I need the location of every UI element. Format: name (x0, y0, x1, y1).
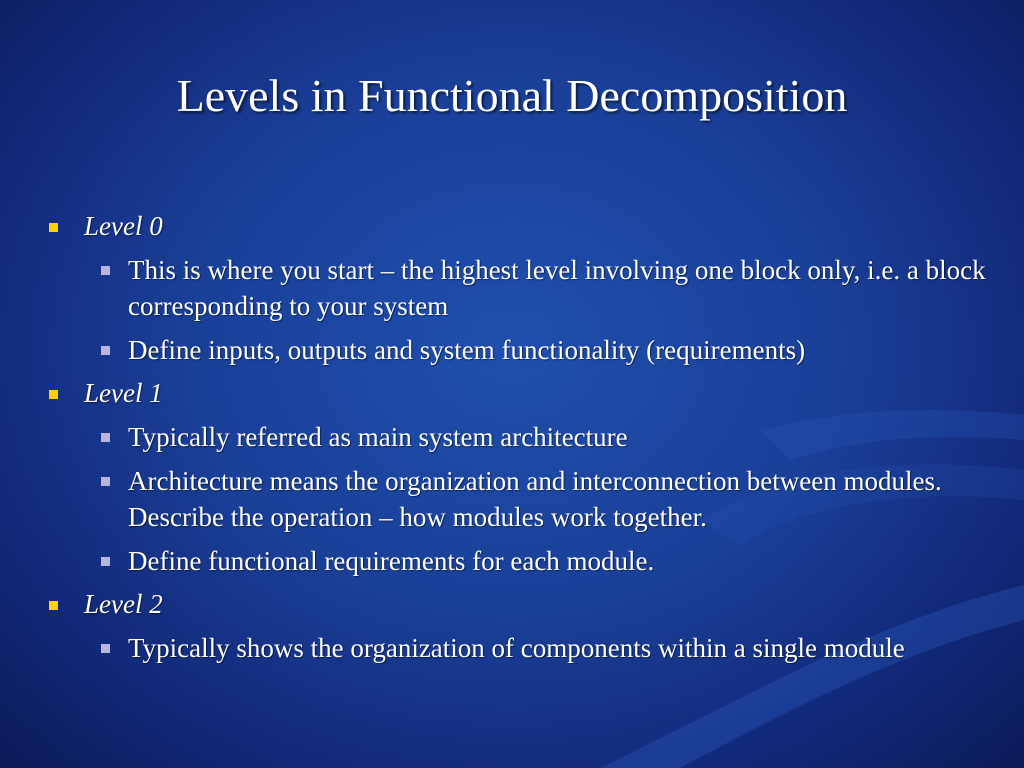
square-bullet-icon (101, 477, 110, 486)
level-0-heading (46, 208, 986, 244)
point-text: Define inputs, outputs and system functionality (requirements) (128, 335, 806, 365)
square-bullet-icon (101, 266, 110, 275)
slide-title: Levels in Functional Decomposition (176, 70, 848, 121)
square-bullet-icon (101, 346, 110, 355)
point-text: Define functional requirements for each module. (128, 546, 655, 576)
level-heading-text: Level 1 (84, 378, 163, 408)
point-text: Typically shows the organization of components within a single module (128, 633, 905, 663)
square-bullet-icon (101, 433, 110, 442)
level-1-point-3 (46, 543, 986, 579)
level-2-point-1 (46, 630, 986, 666)
point-text: This is where you start – the highest level involving one block only, i.e. a block corresponding to your system (128, 255, 986, 321)
bullet-list (46, 208, 986, 666)
point-text: Architecture means the organization and interconnection between modules. Describe the operation – how modules work together. (128, 466, 942, 532)
level-1-heading (46, 375, 986, 411)
level-2-heading (46, 586, 986, 622)
level-0-point-1 (46, 252, 986, 324)
square-bullet-icon (49, 390, 58, 399)
square-bullet-icon (101, 557, 110, 566)
square-bullet-icon (49, 601, 58, 610)
level-1-point-2 (46, 463, 986, 535)
level-1-point-1 (46, 419, 986, 455)
square-bullet-icon (49, 223, 58, 232)
point-text: Typically referred as main system architecture (128, 422, 628, 452)
level-heading-text: Level 2 (84, 589, 163, 619)
level-heading-text: Level 0 (84, 211, 163, 241)
level-0-point-2 (46, 332, 986, 368)
square-bullet-icon (101, 644, 110, 653)
